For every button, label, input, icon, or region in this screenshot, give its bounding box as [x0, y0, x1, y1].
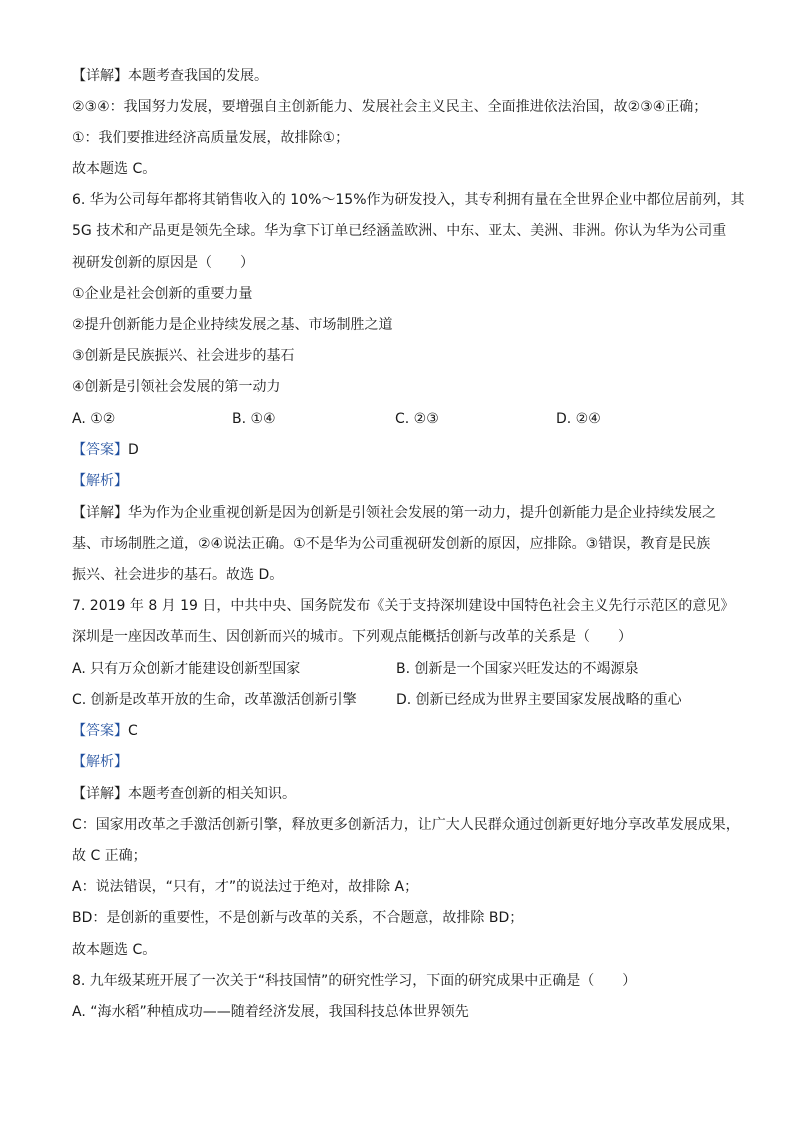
answer-tag: 【答案】 — [72, 442, 128, 458]
q6-option-d: D. ②④ — [556, 411, 601, 427]
q5-explanation-line-2: ①：我们要推进经济高质量发展，故排除①； — [72, 130, 350, 146]
q6-statement-4: ④创新是引领社会发展的第一动力 — [72, 379, 281, 395]
q5-conclusion: 故本题选 C。 — [72, 161, 157, 177]
q6-detail-line-2: 基、市场制胜之道，②④说法正确。①不是华为公司重视研发创新的原因，应排除。③错误，教育是民族 — [72, 536, 711, 552]
q8-option-a: A. “海水稻”种植成功——随着经济发展，我国科技总体世界领先 — [72, 1004, 469, 1020]
q6-detail-line-3: 振兴、社会进步的基石。故选 D。 — [72, 567, 284, 583]
q8-stem: 8. 九年级某班开展了一次关于“科技国情”的研究性学习，下面的研究成果中正确是（ ） — [72, 973, 637, 989]
detail-tag: 【详解】 — [72, 68, 128, 84]
analysis-tag: 【解析】 — [72, 473, 128, 489]
q7-option-c: C. 创新是改革开放的生命，改革激活创新引擎 — [72, 692, 357, 708]
q6-stem-line-2: 5G 技术和产品更是领先全球。华为拿下订单已经涵盖欧洲、中东、亚太、美洲、非洲。你认为华为公司重 — [72, 223, 727, 239]
q7-a-explanation: A：说法错误，“只有，才”的说法过于绝对，故排除 A； — [72, 879, 419, 895]
q7-analysis-line — [72, 752, 128, 772]
detail-tag: 【详解】 — [72, 786, 128, 802]
q7-option-b: B. 创新是一个国家兴旺发达的不竭源泉 — [396, 661, 639, 677]
q6-analysis-line — [72, 471, 128, 491]
q7-c-explanation-line-2: 故 C 正确； — [72, 848, 147, 864]
q7-option-a: A. 只有万众创新才能建设创新型国家 — [72, 661, 301, 677]
q6-stem-line-3: 视研发创新的原因是（ ） — [72, 255, 254, 271]
q6-detail-text-1: 华为作为企业重视创新是因为创新是引领社会发展的第一动力，提升创新能力是企业持续发展之 — [128, 505, 716, 521]
q6-statement-1: ①企业是社会创新的重要力量 — [72, 286, 253, 302]
q7-detail-line — [72, 784, 296, 804]
q6-detail-line-1 — [72, 503, 716, 523]
q7-stem-line-1: 7. 2019 年 8 月 19 日，中共中央、国务院发布《关于支持深圳建设中国特色社会主义先行示范区的意见》 — [72, 598, 735, 614]
answer-tag: 【答案】 — [72, 723, 128, 739]
q6-option-c: C. ②③ — [395, 411, 439, 427]
q7-options-row-1 — [72, 659, 722, 679]
q7-option-d: D. 创新已经成为世界主要国家发展战略的重心 — [396, 692, 682, 708]
q6-options — [72, 409, 732, 429]
q6-option-b: B. ①④ — [232, 411, 276, 427]
q6-statement-3: ③创新是民族振兴、社会进步的基石 — [72, 348, 295, 364]
q6-option-a: A. ①② — [72, 411, 116, 427]
q6-statement-2: ②提升创新能力是企业持续发展之基、市场制胜之道 — [72, 317, 393, 333]
q6-answer: D — [128, 442, 139, 458]
q7-bd-explanation: BD：是创新的重要性，不是创新与改革的关系，不合题意，故排除 BD； — [72, 910, 524, 926]
q5-explanation-line-1: ②③④：我国努力发展，要增强自主创新能力、发展社会主义民主、全面推进依法治国，故②③④正确； — [72, 99, 708, 115]
q7-detail-text: 本题考查创新的相关知识。 — [128, 786, 296, 802]
q7-c-explanation-line-1: C：国家用改革之手激活创新引擎，释放更多创新活力，让广大人民群众通过创新更好地分享改革发展成果， — [72, 817, 740, 833]
q7-answer: C — [128, 723, 138, 739]
q6-stem-line-1: 6. 华为公司每年都将其销售收入的 10%～15%作为研发投入，其专利拥有量在全世界企业中都位居前列，其 — [72, 192, 745, 208]
q7-conclusion: 故本题选 C。 — [72, 942, 157, 958]
q5-detail-text: 本题考查我国的发展。 — [128, 68, 268, 84]
q7-stem-line-2: 深圳是一座因改革而生、因创新而兴的城市。下列观点能概括创新与改革的关系是（ ） — [72, 629, 632, 645]
q5-detail-line — [72, 66, 268, 86]
q6-answer-line — [72, 440, 139, 460]
analysis-tag: 【解析】 — [72, 754, 128, 770]
detail-tag: 【详解】 — [72, 505, 128, 521]
q7-answer-line — [72, 721, 138, 741]
q7-options-row-2 — [72, 690, 722, 710]
